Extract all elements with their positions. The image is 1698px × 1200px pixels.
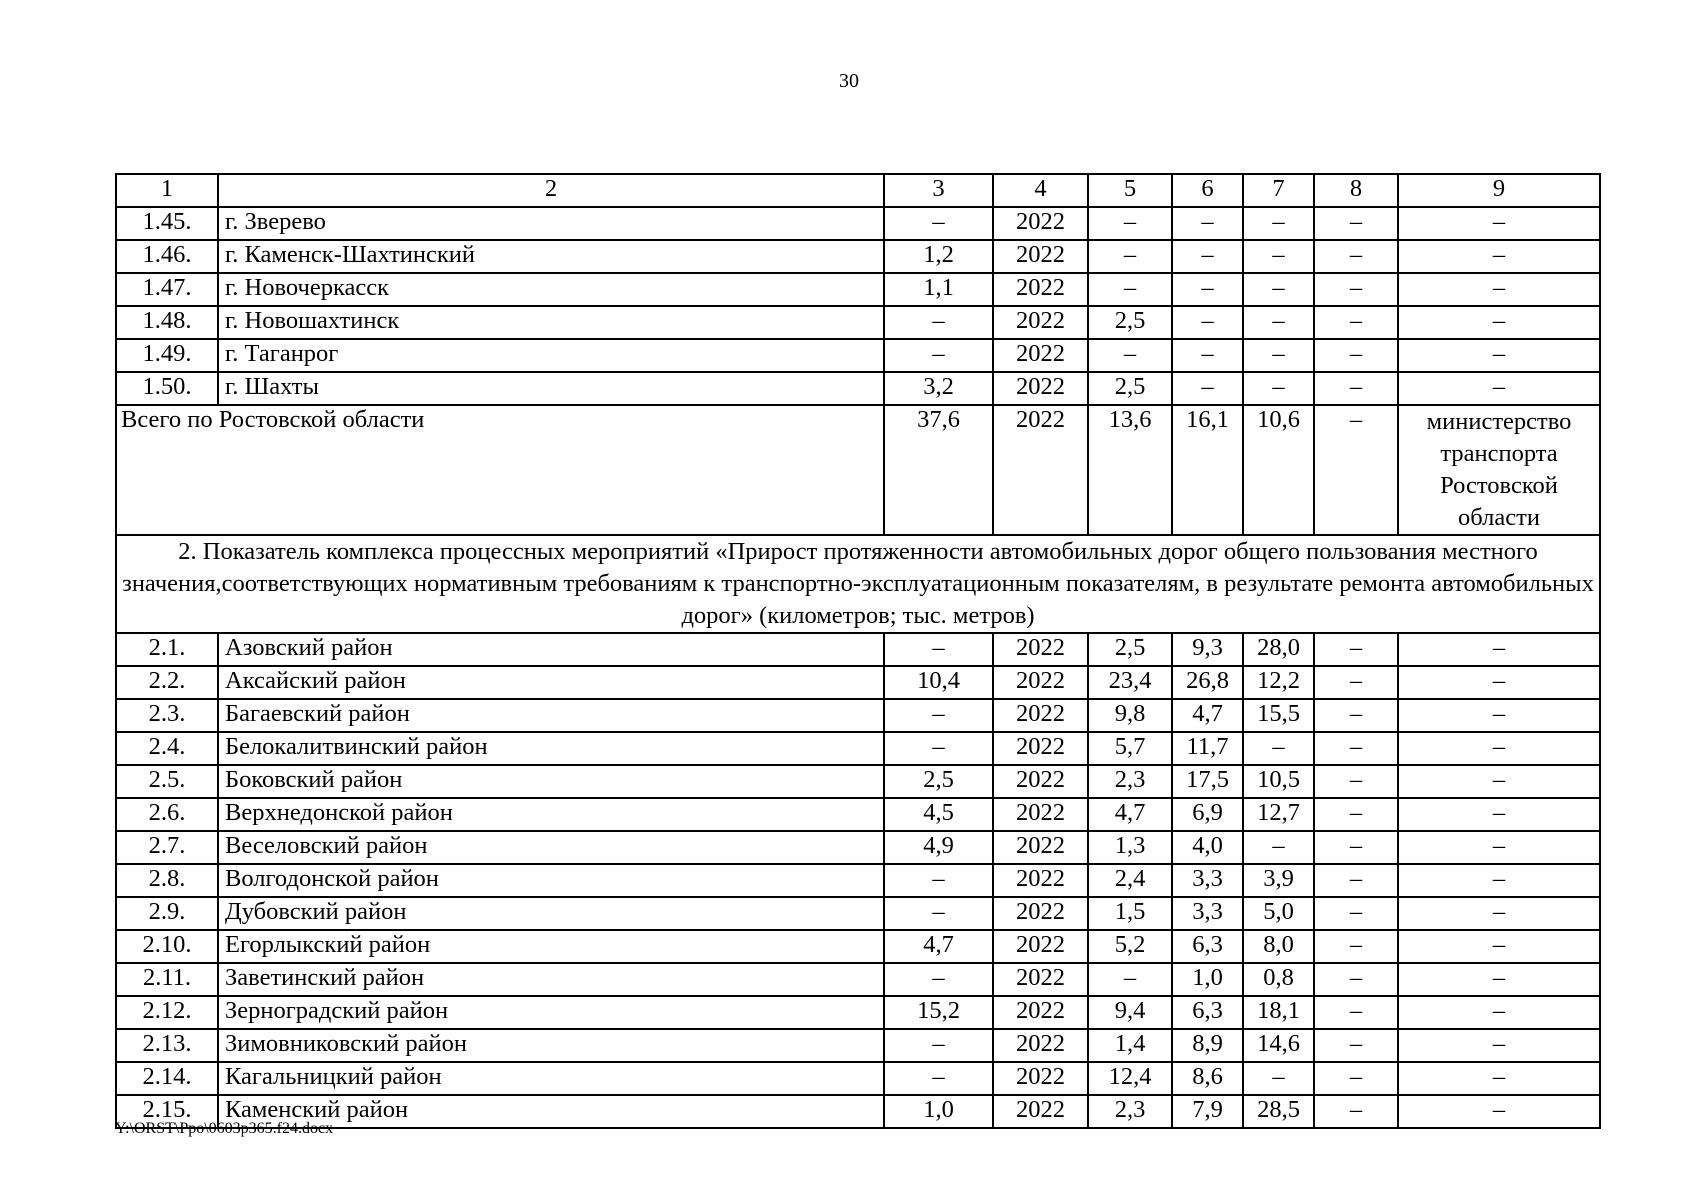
row-number-cell: 2.14. <box>116 1062 218 1095</box>
value-cell: 8,9 <box>1172 1029 1243 1062</box>
row-number-cell: 2.11. <box>116 963 218 996</box>
territory-name-cell: г. Новочеркасск <box>218 273 884 306</box>
year-cell: 2022 <box>993 273 1088 306</box>
value-cell: 9,4 <box>1088 996 1172 1029</box>
agency-cell: – <box>1398 666 1600 699</box>
table-row <box>116 240 1600 273</box>
value-cell: – <box>1314 306 1398 339</box>
value-cell: – <box>1314 633 1398 666</box>
value-cell: – <box>1314 1029 1398 1062</box>
total-value-cell: – <box>1314 405 1398 535</box>
agency-cell: – <box>1398 306 1600 339</box>
year-cell: 2022 <box>993 963 1088 996</box>
territory-name-cell: Аксайский район <box>218 666 884 699</box>
territory-name-cell: Белокалитвинский район <box>218 732 884 765</box>
value-cell: – <box>1314 996 1398 1029</box>
year-cell: 2022 <box>993 699 1088 732</box>
row-number-cell: 2.8. <box>116 864 218 897</box>
table-row <box>116 273 1600 306</box>
year-cell: 2022 <box>993 930 1088 963</box>
value-cell: 15,2 <box>884 996 993 1029</box>
value-cell: – <box>1314 207 1398 240</box>
value-cell: – <box>1314 798 1398 831</box>
value-cell: – <box>1172 207 1243 240</box>
value-cell: 7,9 <box>1172 1095 1243 1128</box>
value-cell: 4,7 <box>1088 798 1172 831</box>
territory-name-cell: г. Новошахтинск <box>218 306 884 339</box>
table-row <box>116 666 1600 699</box>
value-cell: – <box>884 339 993 372</box>
section-title-cell: 2. Показатель комплекса процессных мероприятий «Прирост протяженности автомобильных дорог общего пользования местного значения,соответствующих нормативным требованиям к транспортно-эксплуатационным показателям, в результате ремонта автомобильных дорог» (километров; тыс. метров) <box>116 535 1600 633</box>
column-number-cell: 8 <box>1314 174 1398 207</box>
territory-name-cell: Дубовский район <box>218 897 884 930</box>
value-cell: 3,3 <box>1172 897 1243 930</box>
value-cell: 1,3 <box>1088 831 1172 864</box>
total-value-cell: 16,1 <box>1172 405 1243 535</box>
territory-name-cell: Кагальницкий район <box>218 1062 884 1095</box>
year-cell: 2022 <box>993 633 1088 666</box>
table-row <box>116 207 1600 240</box>
value-cell: – <box>1243 306 1314 339</box>
value-cell: 6,9 <box>1172 798 1243 831</box>
row-number-cell: 1.50. <box>116 372 218 405</box>
territory-name-cell: Азовский район <box>218 633 884 666</box>
value-cell: – <box>1243 831 1314 864</box>
row-number-cell: 1.46. <box>116 240 218 273</box>
table-row <box>116 732 1600 765</box>
value-cell: 4,0 <box>1172 831 1243 864</box>
agency-cell: – <box>1398 1029 1600 1062</box>
value-cell: – <box>1243 339 1314 372</box>
year-cell: 2022 <box>993 996 1088 1029</box>
territory-name-cell: Егорлыкский район <box>218 930 884 963</box>
row-number-cell: 2.1. <box>116 633 218 666</box>
row-number-cell: 2.12. <box>116 996 218 1029</box>
value-cell: 14,6 <box>1243 1029 1314 1062</box>
agency-cell: – <box>1398 930 1600 963</box>
value-cell: – <box>1243 732 1314 765</box>
year-cell: 2022 <box>993 732 1088 765</box>
table-row <box>116 765 1600 798</box>
value-cell: – <box>1088 339 1172 372</box>
value-cell: – <box>1314 831 1398 864</box>
value-cell: 12,4 <box>1088 1062 1172 1095</box>
row-number-cell: 2.9. <box>116 897 218 930</box>
agency-cell: – <box>1398 240 1600 273</box>
year-cell: 2022 <box>993 666 1088 699</box>
value-cell: 8,0 <box>1243 930 1314 963</box>
territory-name-cell: Заветинский район <box>218 963 884 996</box>
value-cell: 2,4 <box>1088 864 1172 897</box>
agency-cell: – <box>1398 732 1600 765</box>
row-number-cell: 2.10. <box>116 930 218 963</box>
year-cell: 2022 <box>993 864 1088 897</box>
value-cell: 6,3 <box>1172 996 1243 1029</box>
year-cell: 2022 <box>993 831 1088 864</box>
row-number-cell: 2.4. <box>116 732 218 765</box>
column-number-cell: 5 <box>1088 174 1172 207</box>
column-number-cell: 4 <box>993 174 1088 207</box>
year-cell: 2022 <box>993 798 1088 831</box>
value-cell: – <box>884 732 993 765</box>
row-number-cell: 1.47. <box>116 273 218 306</box>
table-row <box>116 339 1600 372</box>
territory-name-cell: г. Шахты <box>218 372 884 405</box>
section-title-row <box>116 535 1600 633</box>
value-cell: 1,0 <box>1172 963 1243 996</box>
total-value-cell: 37,6 <box>884 405 993 535</box>
year-cell: 2022 <box>993 339 1088 372</box>
value-cell: 10,4 <box>884 666 993 699</box>
year-cell: 2022 <box>993 1095 1088 1128</box>
value-cell: 2,5 <box>1088 306 1172 339</box>
value-cell: 1,4 <box>1088 1029 1172 1062</box>
value-cell: 3,3 <box>1172 864 1243 897</box>
year-cell: 2022 <box>993 897 1088 930</box>
value-cell: 1,5 <box>1088 897 1172 930</box>
year-cell: 2022 <box>993 1029 1088 1062</box>
value-cell: 17,5 <box>1172 765 1243 798</box>
value-cell: 12,2 <box>1243 666 1314 699</box>
row-number-cell: 2.7. <box>116 831 218 864</box>
value-cell: – <box>1172 372 1243 405</box>
total-value-cell: 2022 <box>993 405 1088 535</box>
agency-cell: – <box>1398 864 1600 897</box>
row-number-cell: 2.6. <box>116 798 218 831</box>
value-cell: 1,2 <box>884 240 993 273</box>
value-cell: 5,7 <box>1088 732 1172 765</box>
agency-cell: – <box>1398 765 1600 798</box>
agency-cell: – <box>1398 273 1600 306</box>
value-cell: 2,3 <box>1088 765 1172 798</box>
value-cell: – <box>884 897 993 930</box>
territory-name-cell: Волгодонской район <box>218 864 884 897</box>
territory-name-cell: Верхнедонской район <box>218 798 884 831</box>
agency-cell: – <box>1398 339 1600 372</box>
total-value-cell: 13,6 <box>1088 405 1172 535</box>
value-cell: – <box>1243 372 1314 405</box>
row-number-cell: 1.48. <box>116 306 218 339</box>
value-cell: 9,3 <box>1172 633 1243 666</box>
value-cell: – <box>1243 240 1314 273</box>
table-row <box>116 798 1600 831</box>
year-cell: 2022 <box>993 240 1088 273</box>
file-path-footer: Y:\ORST\Ppo\0603p365.f24.docx <box>115 1120 334 1137</box>
table-row <box>116 699 1600 732</box>
value-cell: – <box>1314 372 1398 405</box>
value-cell: 3,2 <box>884 372 993 405</box>
table-row <box>116 1029 1600 1062</box>
value-cell: – <box>1314 273 1398 306</box>
value-cell: – <box>1314 765 1398 798</box>
value-cell: – <box>1314 864 1398 897</box>
agency-cell: – <box>1398 798 1600 831</box>
value-cell: 1,1 <box>884 273 993 306</box>
value-cell: – <box>1314 930 1398 963</box>
value-cell: 4,7 <box>1172 699 1243 732</box>
row-number-cell: 1.45. <box>116 207 218 240</box>
value-cell: – <box>1172 273 1243 306</box>
year-cell: 2022 <box>993 1062 1088 1095</box>
territory-name-cell: г. Каменск-Шахтинский <box>218 240 884 273</box>
value-cell: 2,3 <box>1088 1095 1172 1128</box>
value-cell: 28,5 <box>1243 1095 1314 1128</box>
value-cell: 5,0 <box>1243 897 1314 930</box>
territory-name-cell: Зерноградский район <box>218 996 884 1029</box>
table-row <box>116 1095 1600 1128</box>
value-cell: – <box>1314 1062 1398 1095</box>
table-row <box>116 306 1600 339</box>
agency-cell: министерство транспорта Ростовской области <box>1398 405 1600 535</box>
agency-cell: – <box>1398 633 1600 666</box>
agency-cell: – <box>1398 897 1600 930</box>
value-cell: – <box>884 633 993 666</box>
column-number-cell: 6 <box>1172 174 1243 207</box>
value-cell: – <box>1088 240 1172 273</box>
column-number-row <box>116 174 1600 207</box>
agency-cell: – <box>1398 1062 1600 1095</box>
value-cell: 8,6 <box>1172 1062 1243 1095</box>
table-row <box>116 864 1600 897</box>
table-row <box>116 996 1600 1029</box>
value-cell: 6,3 <box>1172 930 1243 963</box>
territory-name-cell: Веселовский район <box>218 831 884 864</box>
value-cell: 12,7 <box>1243 798 1314 831</box>
value-cell: – <box>1314 897 1398 930</box>
territory-name-cell: г. Таганрог <box>218 339 884 372</box>
value-cell: – <box>1088 207 1172 240</box>
value-cell: 0,8 <box>1243 963 1314 996</box>
value-cell: – <box>884 699 993 732</box>
value-cell: 5,2 <box>1088 930 1172 963</box>
value-cell: – <box>1172 240 1243 273</box>
agency-cell: – <box>1398 1095 1600 1128</box>
value-cell: – <box>1243 1062 1314 1095</box>
value-cell: – <box>1314 240 1398 273</box>
table-row <box>116 963 1600 996</box>
value-cell: 23,4 <box>1088 666 1172 699</box>
value-cell: 3,9 <box>1243 864 1314 897</box>
row-number-cell: 1.49. <box>116 339 218 372</box>
table-row <box>116 1062 1600 1095</box>
value-cell: – <box>884 207 993 240</box>
value-cell: – <box>1172 339 1243 372</box>
territory-name-cell: Багаевский район <box>218 699 884 732</box>
value-cell: 11,7 <box>1172 732 1243 765</box>
value-cell: – <box>884 864 993 897</box>
table-row <box>116 930 1600 963</box>
table-row <box>116 372 1600 405</box>
territory-name-cell: Боковский район <box>218 765 884 798</box>
value-cell: – <box>884 306 993 339</box>
value-cell: 2,5 <box>884 765 993 798</box>
value-cell: – <box>1088 273 1172 306</box>
value-cell: – <box>884 963 993 996</box>
value-cell: 4,9 <box>884 831 993 864</box>
value-cell: – <box>1314 339 1398 372</box>
value-cell: – <box>1314 699 1398 732</box>
table-row <box>116 897 1600 930</box>
value-cell: 10,5 <box>1243 765 1314 798</box>
value-cell: – <box>1314 1095 1398 1128</box>
column-number-cell: 1 <box>116 174 218 207</box>
column-number-cell: 3 <box>884 174 993 207</box>
row-number-cell: 2.5. <box>116 765 218 798</box>
total-value-cell: 10,6 <box>1243 405 1314 535</box>
value-cell: 18,1 <box>1243 996 1314 1029</box>
table-row <box>116 831 1600 864</box>
agency-cell: – <box>1398 996 1600 1029</box>
territory-name-cell: г. Зверево <box>218 207 884 240</box>
value-cell: – <box>1314 963 1398 996</box>
page-number: 30 <box>839 70 859 92</box>
row-number-cell: 2.3. <box>116 699 218 732</box>
value-cell: 15,5 <box>1243 699 1314 732</box>
value-cell: 2,5 <box>1088 372 1172 405</box>
agency-cell: – <box>1398 372 1600 405</box>
table-row <box>116 633 1600 666</box>
year-cell: 2022 <box>993 372 1088 405</box>
value-cell: 4,5 <box>884 798 993 831</box>
row-number-cell: 2.13. <box>116 1029 218 1062</box>
value-cell: – <box>1172 306 1243 339</box>
year-cell: 2022 <box>993 765 1088 798</box>
agency-cell: – <box>1398 831 1600 864</box>
value-cell: – <box>1243 207 1314 240</box>
value-cell: 1,0 <box>884 1095 993 1128</box>
territory-name-cell: Зимовниковский район <box>218 1029 884 1062</box>
total-label-cell: Всего по Ростовской области <box>116 405 884 535</box>
table-body <box>116 174 1600 1128</box>
value-cell: – <box>1314 666 1398 699</box>
year-cell: 2022 <box>993 306 1088 339</box>
value-cell: – <box>1314 732 1398 765</box>
column-number-cell: 7 <box>1243 174 1314 207</box>
agency-cell: – <box>1398 699 1600 732</box>
value-cell: 28,0 <box>1243 633 1314 666</box>
column-number-cell: 9 <box>1398 174 1600 207</box>
territory-name-cell: Каменский район <box>218 1095 884 1128</box>
value-cell: – <box>1243 273 1314 306</box>
row-number-cell: 2.2. <box>116 666 218 699</box>
row-number-cell: 2.15. <box>116 1095 218 1128</box>
value-cell: 4,7 <box>884 930 993 963</box>
column-number-cell: 2 <box>218 174 884 207</box>
year-cell: 2022 <box>993 207 1088 240</box>
data-table <box>115 173 1601 1129</box>
total-row <box>116 405 1600 535</box>
agency-cell: – <box>1398 207 1600 240</box>
agency-cell: – <box>1398 963 1600 996</box>
value-cell: 26,8 <box>1172 666 1243 699</box>
value-cell: 2,5 <box>1088 633 1172 666</box>
value-cell: 9,8 <box>1088 699 1172 732</box>
value-cell: – <box>1088 963 1172 996</box>
value-cell: – <box>884 1062 993 1095</box>
value-cell: – <box>884 1029 993 1062</box>
